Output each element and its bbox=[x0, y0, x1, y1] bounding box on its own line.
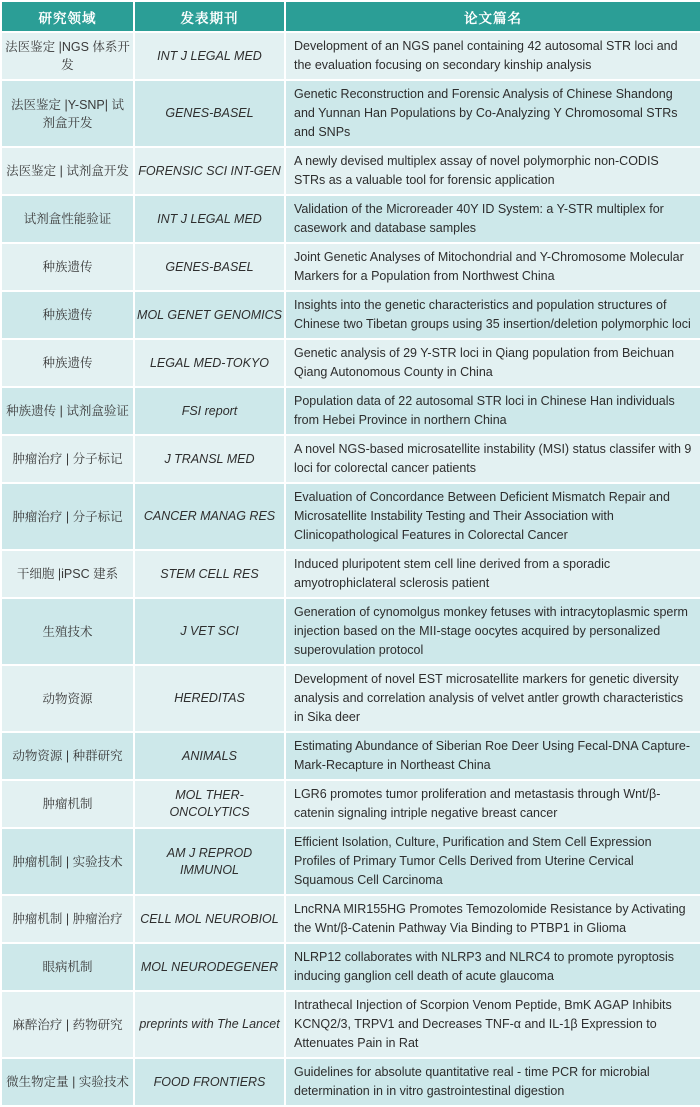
title-cell: Intrathecal Injection of Scorpion Venom Peptide, BmK AGAP Inhibits KCNQ2/3, TRPV1 and Decreases TNF-α and IL-1β Expression to Attenuates Pain in Rat bbox=[285, 991, 700, 1058]
field-cell: 动物资源 | 种群研究 bbox=[1, 732, 134, 780]
title-cell: Population data of 22 autosomal STR loci in Chinese Han individuals from Hebei Province in northern China bbox=[285, 387, 700, 435]
table-row bbox=[1, 991, 700, 1058]
table-row bbox=[1, 387, 700, 435]
title-cell: Development of an NGS panel containing 42 autosomal STR loci and the evaluation focusing on secondary kinship analysis bbox=[285, 32, 700, 80]
field-cell: 肿瘤机制 | 肿瘤治疗 bbox=[1, 895, 134, 943]
header-cell-field: 研究领域 bbox=[1, 1, 134, 32]
journal-cell: J TRANSL MED bbox=[134, 435, 285, 483]
journal-cell: MOL GENET GENOMICS bbox=[134, 291, 285, 339]
table-row bbox=[1, 665, 700, 732]
journal-cell: CELL MOL NEUROBIOL bbox=[134, 895, 285, 943]
table-row bbox=[1, 1058, 700, 1106]
field-cell: 法医鉴定 | 试剂盒开发 bbox=[1, 147, 134, 195]
field-cell: 干细胞 |iPSC 建系 bbox=[1, 550, 134, 598]
journal-cell: HEREDITAS bbox=[134, 665, 285, 732]
header-cell-title: 论文篇名 bbox=[285, 1, 700, 32]
header-row bbox=[1, 1, 700, 32]
table-row bbox=[1, 195, 700, 243]
title-cell: Genetic Reconstruction and Forensic Analysis of Chinese Shandong and Yunnan Han Populations by Co-Analyzing Y Chromosomal STRs and SNPs bbox=[285, 80, 700, 147]
journal-cell: GENES-BASEL bbox=[134, 243, 285, 291]
table-row bbox=[1, 147, 700, 195]
title-cell: LGR6 promotes tumor proliferation and metastasis through Wnt/β-catenin signaling intriple negative breast cancer bbox=[285, 780, 700, 828]
field-cell: 种族遗传 bbox=[1, 339, 134, 387]
table-row bbox=[1, 435, 700, 483]
title-cell: Induced pluripotent stem cell line derived from a sporadic amyotrophiclateral sclerosis patient bbox=[285, 550, 700, 598]
header-cell-journal: 发表期刊 bbox=[134, 1, 285, 32]
title-cell: Genetic analysis of 29 Y-STR loci in Qiang population from Beichuan Qiang Autonomous County in China bbox=[285, 339, 700, 387]
table-body bbox=[1, 32, 700, 1106]
field-cell: 肿瘤机制 bbox=[1, 780, 134, 828]
field-cell: 肿瘤机制 | 实验技术 bbox=[1, 828, 134, 895]
journal-cell: CANCER MANAG RES bbox=[134, 483, 285, 550]
field-cell: 麻醉治疗 | 药物研究 bbox=[1, 991, 134, 1058]
journal-cell: FSI report bbox=[134, 387, 285, 435]
field-cell: 种族遗传 | 试剂盒验证 bbox=[1, 387, 134, 435]
field-cell: 动物资源 bbox=[1, 665, 134, 732]
field-cell: 法医鉴定 |Y-SNP| 试剂盒开发 bbox=[1, 80, 134, 147]
field-cell: 法医鉴定 |NGS 体系开发 bbox=[1, 32, 134, 80]
table-row bbox=[1, 598, 700, 665]
table-row bbox=[1, 339, 700, 387]
table-row bbox=[1, 32, 700, 80]
title-cell: A novel NGS-based microsatellite instability (MSI) status classifer with 9 loci for colorectal cancer patients bbox=[285, 435, 700, 483]
journal-cell: ANIMALS bbox=[134, 732, 285, 780]
field-cell: 肿瘤治疗 | 分子标记 bbox=[1, 483, 134, 550]
journal-cell: FORENSIC SCI INT-GEN bbox=[134, 147, 285, 195]
table-row bbox=[1, 80, 700, 147]
table-row bbox=[1, 243, 700, 291]
field-cell: 眼病机制 bbox=[1, 943, 134, 991]
journal-cell: J VET SCI bbox=[134, 598, 285, 665]
table-header bbox=[1, 1, 700, 32]
journal-cell: FOOD FRONTIERS bbox=[134, 1058, 285, 1106]
title-cell: Guidelines for absolute quantitative real - time PCR for microbial determination in in vitro gastrointestinal digestion bbox=[285, 1058, 700, 1106]
table-row bbox=[1, 895, 700, 943]
field-cell: 试剂盒性能验证 bbox=[1, 195, 134, 243]
title-cell: Evaluation of Concordance Between Deficient Mismatch Repair and Microsatellite Instability Testing and Their Association with Clinicopathological Features in Colorectal Cancer bbox=[285, 483, 700, 550]
title-cell: NLRP12 collaborates with NLRP3 and NLRC4 to promote pyroptosis inducing ganglion cell death of acute glaucoma bbox=[285, 943, 700, 991]
title-cell: Validation of the Microreader 40Y ID System: a Y-STR multiplex for casework and database samples bbox=[285, 195, 700, 243]
title-cell: Efficient Isolation, Culture, Purification and Stem Cell Expression Profiles of Primary Tumor Cells Derived from Uterine Cervical Squamous Cell Carcinoma bbox=[285, 828, 700, 895]
field-cell: 生殖技术 bbox=[1, 598, 134, 665]
table-row bbox=[1, 483, 700, 550]
journal-cell: preprints with The Lancet bbox=[134, 991, 285, 1058]
title-cell: Insights into the genetic characteristics and population structures of Chinese two Tibetan groups using 35 insertion/deletion polymorphic loci bbox=[285, 291, 700, 339]
table-row bbox=[1, 732, 700, 780]
field-cell: 种族遗传 bbox=[1, 243, 134, 291]
table-row bbox=[1, 780, 700, 828]
table-row bbox=[1, 550, 700, 598]
title-cell: LncRNA MIR155HG Promotes Temozolomide Resistance by Activating the Wnt/β-Catenin Pathway Via Binding to PTBP1 in Glioma bbox=[285, 895, 700, 943]
journal-cell: GENES-BASEL bbox=[134, 80, 285, 147]
title-cell: A newly devised multiplex assay of novel polymorphic non-CODIS STRs as a valuable tool for forensic application bbox=[285, 147, 700, 195]
field-cell: 种族遗传 bbox=[1, 291, 134, 339]
table-row bbox=[1, 828, 700, 895]
table-row bbox=[1, 291, 700, 339]
title-cell: Estimating Abundance of Siberian Roe Deer Using Fecal-DNA Capture-Mark-Recapture in Northeast China bbox=[285, 732, 700, 780]
journal-cell: INT J LEGAL MED bbox=[134, 195, 285, 243]
title-cell: Joint Genetic Analyses of Mitochondrial and Y-Chromosome Molecular Markers for a Population from Northwest China bbox=[285, 243, 700, 291]
journal-cell: MOL NEURODEGENER bbox=[134, 943, 285, 991]
field-cell: 肿瘤治疗 | 分子标记 bbox=[1, 435, 134, 483]
journal-cell: MOL THER-ONCOLYTICS bbox=[134, 780, 285, 828]
journal-cell: AM J REPROD IMMUNOL bbox=[134, 828, 285, 895]
title-cell: Generation of cynomolgus monkey fetuses with intracytoplasmic sperm injection based on the MII-stage oocytes acquired by personalized superovulation protocol bbox=[285, 598, 700, 665]
journal-cell: LEGAL MED-TOKYO bbox=[134, 339, 285, 387]
field-cell: 微生物定量 | 实验技术 bbox=[1, 1058, 134, 1106]
table-row bbox=[1, 943, 700, 991]
title-cell: Development of novel EST microsatellite markers for genetic diversity analysis and correlation analysis of velvet antler growth characteristics in Sika deer bbox=[285, 665, 700, 732]
journal-cell: STEM CELL RES bbox=[134, 550, 285, 598]
journal-cell: INT J LEGAL MED bbox=[134, 32, 285, 80]
